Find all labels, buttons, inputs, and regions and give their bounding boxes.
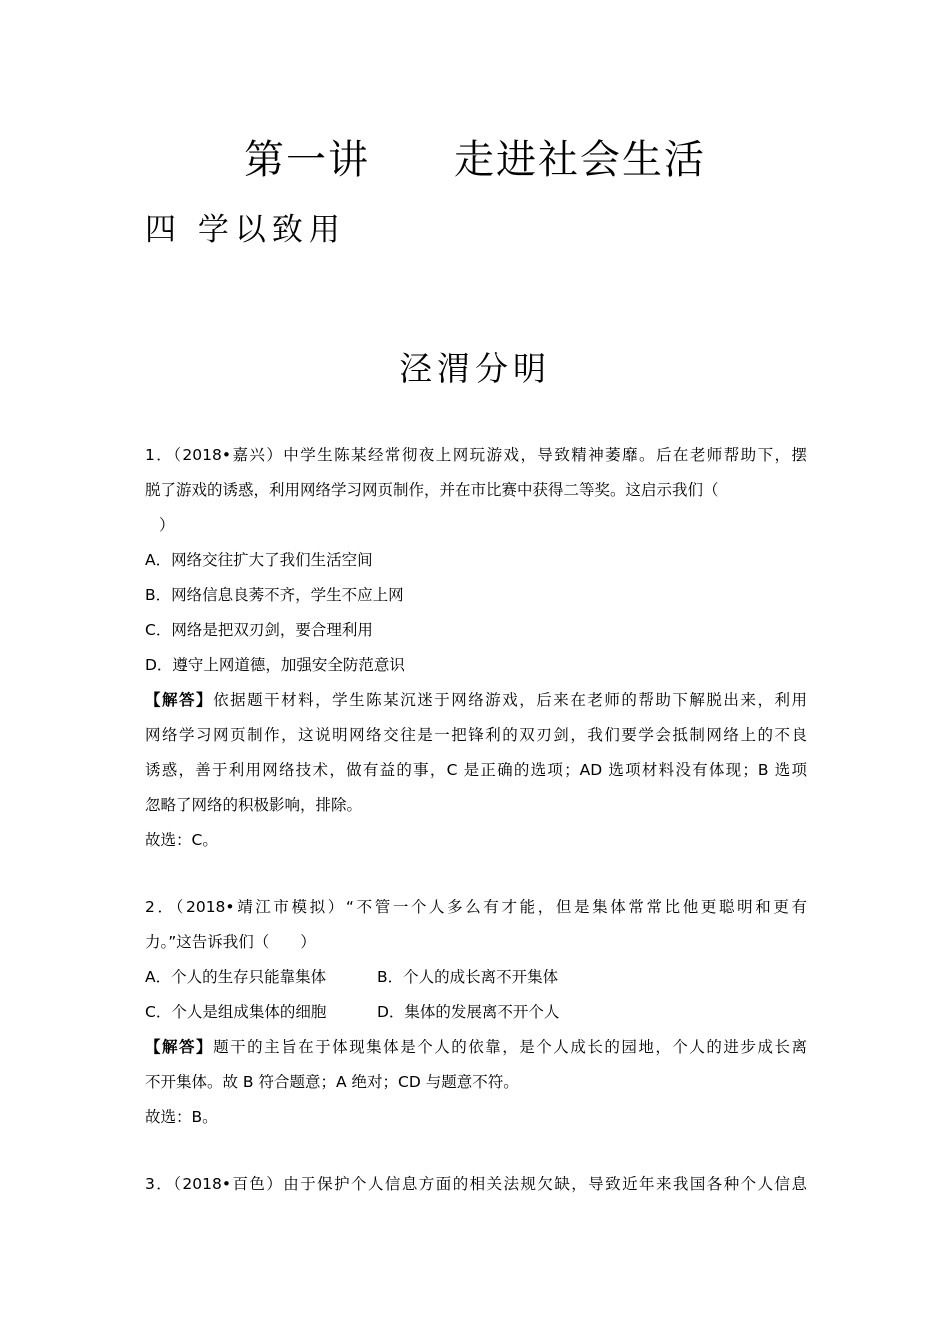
option-c: C．个人是组成集体的细胞 [145,1003,327,1021]
options-row [145,995,807,1030]
answer-line [145,683,807,718]
option-d: D．集体的发展离不开个人 [377,1003,560,1021]
options-row [145,960,807,995]
question-1-stem-line: 1．（2018•嘉兴）中学生陈某经常彻夜上网玩游戏，导致精神萎靡。后在老师帮助下，摆 [145,446,807,464]
answer-line: 诱惑，善于利用网络技术，做有益的事，C 是正确的选项；AD 选项材料没有体现；B 选项 [145,761,807,779]
answer-line [145,1030,807,1065]
option-a: A．网络交往扩大了我们生活空间 [145,551,373,569]
section-subtitle: 泾渭分明 [399,349,551,388]
question-2-stem-line: 力。”这告诉我们（ ） [145,933,316,951]
question-3-stem-line: 3．（2018•百色）由于保护个人信息方面的相关法规欠缺，导致近年来我国各种个人信息 [145,1175,807,1193]
answer-choice: 故选：B。 [145,1108,218,1126]
question-2-stem-line: 2．（2018•靖江市模拟）“不管一个人多么有才能，但是集体常常比他更聪明和更有 [145,898,807,916]
question-1-stem-line: 脱了游戏的诱惑，利用网络学习网页制作，并在市比赛中获得二等奖。这启示我们（ [145,481,719,499]
option-b: B．网络信息良莠不齐，学生不应上网 [145,586,404,604]
page-title: 第一讲 走进社会生活 [244,137,706,183]
answer-choice: 故选：C。 [145,831,218,849]
question-1-stem-line: ） [159,516,175,534]
answer-tag: 【解答】 [145,1038,214,1056]
option-c: C．网络是把双刃剑，要合理利用 [145,621,373,639]
option-d: D．遵守上网道德，加强安全防范意识 [145,656,405,674]
answer-line: 忽略了网络的积极影响，排除。 [145,796,363,814]
question-3 [145,1167,807,1202]
answer-text: 题干的主旨在于体现集体是个人的依靠，是个人成长的园地，个人的进步成长离 [213,1038,807,1056]
answer-line: 不开集体。故 B 符合题意；A 绝对；CD 与题意不符。 [145,1073,519,1091]
answer-text: 依据题干材料，学生陈某沉迷于网络游戏，后来在老师的帮助下解脱出来，利用 [213,691,807,709]
answer-tag: 【解答】 [145,691,214,709]
question-1 [145,438,807,858]
option-a: A．个人的生存只能靠集体 [145,968,327,986]
option-b: B．个人的成长离不开集体 [377,968,559,986]
answer-line: 网络学习网页制作，这说明网络交往是一把锋利的双刃剑，我们要学会抵制网络上的不良 [145,726,807,744]
section-heading: 四 学以致用 [145,212,346,248]
question-list [145,438,807,1202]
question-2 [145,890,807,1135]
